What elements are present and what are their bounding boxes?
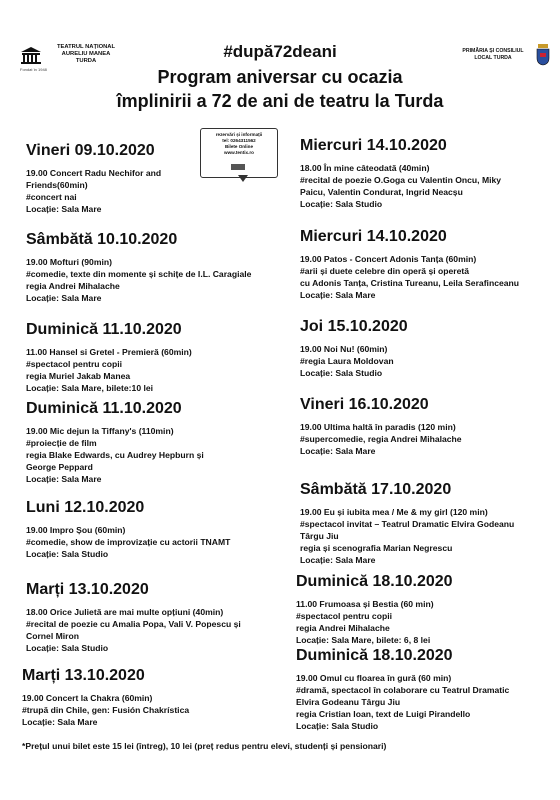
event-left-7 <box>22 666 189 728</box>
event-location: Locație: Sala Studio <box>26 549 109 559</box>
event-line: regia și scenografia Marian Negrescu <box>300 543 453 553</box>
event-date: Joi 15.10.2020 <box>300 318 408 335</box>
event-line: #comedie, texte din momente și schițe de I.L. Caragiale <box>26 269 252 279</box>
event-title: 19.00 Mic dejun la Tiffany's (110min) <box>26 426 174 436</box>
event-date: Vineri 09.10.2020 <box>26 142 155 159</box>
event-date: Marți 13.10.2020 <box>26 581 149 598</box>
event-line: #trupă din Chile, gen: Fusión Chakrística <box>22 705 190 715</box>
event-line: #regia Laura Moldovan <box>300 356 394 366</box>
event-left-1 <box>26 141 161 215</box>
event-left-5 <box>26 498 230 560</box>
municipality-name-line: PRIMĂRIA ȘI CONSILIUL <box>462 48 524 54</box>
event-location: Locație: Sala Studio <box>26 643 109 653</box>
event-line: #recital de poezie cu Amalia Popa, Vali V. Popescu și <box>26 619 241 629</box>
event-date: Duminică 11.10.2020 <box>26 400 182 417</box>
event-title: 18.00 Orice Julietă are mai multe opțiuni (40min) <box>26 607 224 617</box>
event-line: #recital de poezie O.Goga cu Valentin Oncu, Miky <box>300 175 502 185</box>
municipality-name-line: LOCAL TURDA <box>474 55 512 61</box>
event-right-3 <box>300 317 408 379</box>
event-line: #comedie, show de improvizație cu actorii TNAMT <box>26 537 231 547</box>
event-title: 19.00 Eu și iubita mea / Me & my girl (120 min) <box>300 507 488 517</box>
event-title: 19.00 Mofturi (90min) <box>26 257 112 267</box>
event-location: Locație: Sala Mare <box>300 446 376 456</box>
event-line: regia Muriel Jakab Manea <box>26 371 131 381</box>
event-title: 19.00 Ultima haltă în paradis (120 min) <box>300 422 456 432</box>
event-line: Târgu Jiu <box>300 531 339 541</box>
tentix-badge-icon <box>231 164 245 170</box>
price-footnote: *Prețul unui bilet este 15 lei (întreg), 10 lei (preț redus pentru elevi, studenți și pensionari) <box>22 741 387 751</box>
event-date: Miercuri 14.10.2020 <box>300 137 447 154</box>
event-line: #spectacol pentru copii <box>296 611 392 621</box>
event-title: 11.00 Frumoasa și Bestia (60 min) <box>296 599 434 609</box>
event-date: Miercuri 14.10.2020 <box>300 228 447 245</box>
page-title-line1: Program aniversar cu ocazia <box>157 67 403 87</box>
event-line: #spectacol invitat – Teatrul Dramatic Elvira Godeanu <box>300 519 515 529</box>
event-location: Locație: Sala Mare <box>300 290 376 300</box>
event-title: 18.00 În mine câteodată (40min) <box>300 163 430 173</box>
event-location: Locație: Sala Mare <box>300 555 376 565</box>
event-line: #proiecție de film <box>26 438 97 448</box>
event-line: #spectacol pentru copii <box>26 359 122 369</box>
event-line: Paicu, Valentin Condurat, Ingrid Neacșu <box>300 187 463 197</box>
event-location: Locație: Sala Studio <box>296 721 379 731</box>
event-location: Locație: Sala Mare, bilete:10 lei <box>26 383 154 393</box>
event-line: regia Cristian Ioan, text de Luigi Pirandello <box>296 709 471 719</box>
event-right-6 <box>296 572 453 646</box>
event-location: Locație: Sala Mare <box>22 717 98 727</box>
bubble-line: Bilete Online <box>224 144 254 149</box>
event-right-5 <box>300 480 514 566</box>
event-title: 19.00 Noi Nu! (60min) <box>300 344 388 354</box>
event-line: regia Andrei Mihalache <box>26 281 120 291</box>
event-date: Vineri 16.10.2020 <box>300 396 429 413</box>
event-line: #concert nai <box>26 192 77 202</box>
event-right-4 <box>300 395 462 457</box>
event-title: 19.00 Concert Radu Nechifor and <box>26 168 162 178</box>
event-right-1 <box>300 136 501 210</box>
event-line: #dramă, spectacol în colaborare cu Teatrul Dramatic <box>296 685 510 695</box>
theatre-name-line: TURDA <box>75 58 97 64</box>
event-line: Cornel Miron <box>26 631 79 641</box>
event-title: 19.00 Patos - Concert Adonis Tanța (60min) <box>300 254 477 264</box>
event-line: #arii și duete celebre din operă și operetă <box>300 266 470 276</box>
event-date: Duminică 18.10.2020 <box>296 647 453 664</box>
event-title: 11.00 Hansel si Gretel - Premieră (60min) <box>26 347 192 357</box>
bubble-phone: tel: 0264311562 <box>222 138 256 143</box>
event-right-7 <box>296 646 509 732</box>
event-line: cu Adonis Tanța, Cristina Tureanu, Leila Serafinceanu <box>300 278 520 288</box>
event-date: Luni 12.10.2020 <box>26 499 145 516</box>
event-title: 19.00 Impro Șou (60min) <box>26 525 126 535</box>
event-title: 19.00 Omul cu floarea în gură (60 min) <box>296 673 452 683</box>
event-line: Elvira Godeanu Târgu Jiu <box>296 697 401 707</box>
theatre-name-line: TEATRUL NAȚIONAL <box>56 44 116 50</box>
theatre-name-line: AURELIU MANEA <box>61 51 111 57</box>
event-left-3 <box>26 320 192 394</box>
event-line: regia Andrei Mihalache <box>296 623 390 633</box>
event-location: Locație: Sala Studio <box>300 199 383 209</box>
bubble-tail <box>238 175 248 182</box>
event-right-2 <box>300 227 519 301</box>
event-title: 19.00 Concert la Chakra (60min) <box>22 693 153 703</box>
page-title-line2: împlinirii a 72 de ani de teatru la Turda <box>116 91 444 111</box>
event-date: Sâmbătă 10.10.2020 <box>26 231 178 248</box>
event-location: Locație: Sala Mare <box>26 204 102 214</box>
event-location: Locație: Sala Studio <box>300 368 383 378</box>
event-location: Locație: Sala Mare, bilete: 6, 8 lei <box>296 635 431 645</box>
event-left-6 <box>26 580 241 654</box>
event-date: Duminică 18.10.2020 <box>296 573 453 590</box>
theatre-established: Fondat în 1948 <box>20 67 47 72</box>
event-left-2 <box>26 230 251 304</box>
event-date: Duminică 11.10.2020 <box>26 321 182 338</box>
hashtag: #după72deani <box>223 42 337 61</box>
event-left-4 <box>26 399 204 485</box>
event-location: Locație: Sala Mare <box>26 474 102 484</box>
reservation-info-bubble <box>200 128 278 178</box>
event-location: Locație: Sala Mare <box>26 293 102 303</box>
event-line: regia Blake Edwards, cu Audrey Hepburn și <box>26 450 204 460</box>
bubble-website: www.tentix.ro <box>224 150 254 155</box>
event-line: #supercomedie, regia Andrei Mihalache <box>300 434 462 444</box>
bubble-line: rezervări și informații <box>215 132 263 137</box>
event-line: Friends(60min) <box>26 180 88 190</box>
event-date: Sâmbătă 17.10.2020 <box>300 481 452 498</box>
event-date: Marți 13.10.2020 <box>22 667 145 684</box>
event-line: George Peppard <box>26 462 93 472</box>
